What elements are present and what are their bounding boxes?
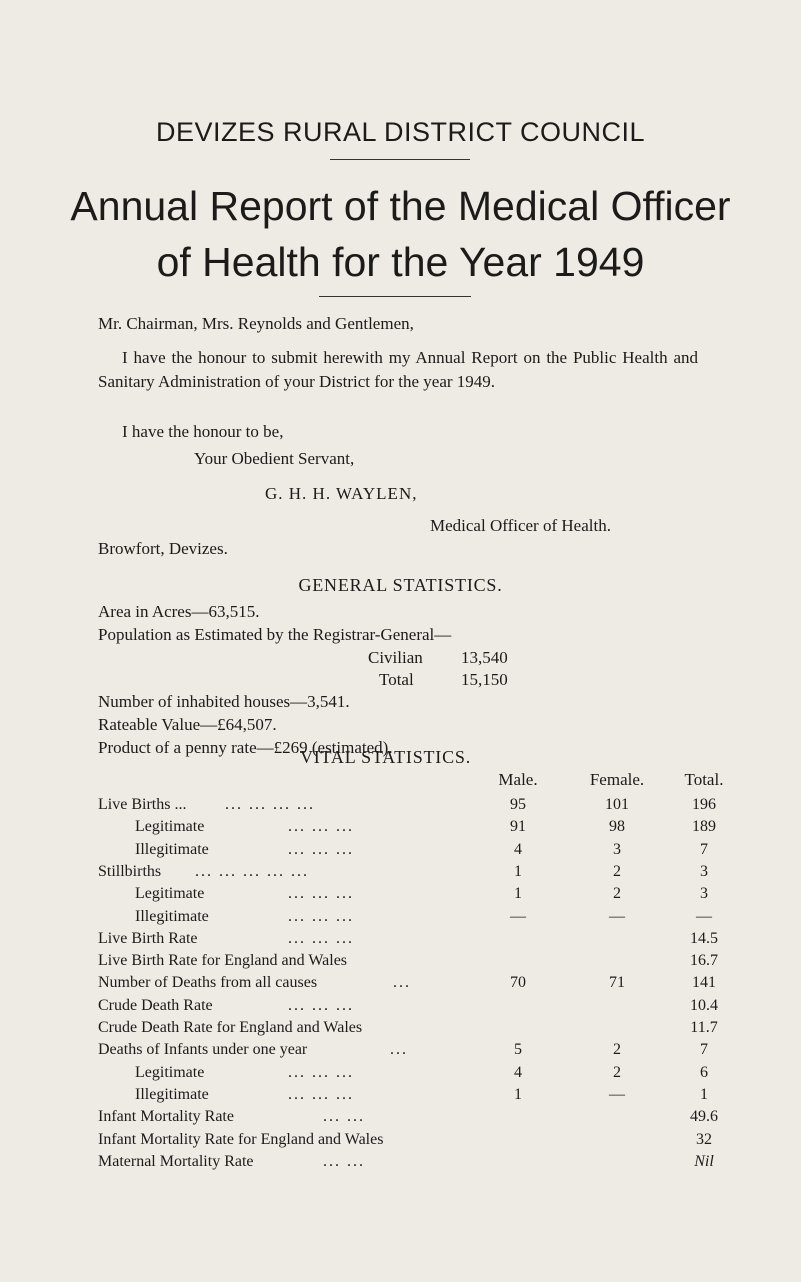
row-label: Legitimate [135,818,205,835]
leader-dots: ... ... ... [288,908,354,925]
cell-male: 4 [514,841,522,858]
row-label: Number of Deaths from all causes [98,974,318,991]
cell-total: 10.4 [690,997,718,1014]
divider-rule [330,159,470,160]
cell-total: 11.7 [690,1019,718,1036]
cell-male: — [510,908,526,925]
cell-male: 1 [514,885,522,902]
letter-body: I have the honour to submit herewith my Annual Report on the Public Health and Sanitary Administration of your District for the year 1949. [98,348,698,391]
total-label: Total [379,670,414,689]
vital-statistics-heading: VITAL STATISTICS. [299,747,472,767]
row-label: Infant Mortality Rate for England and Wales [98,1131,384,1148]
cell-female: 3 [613,841,621,858]
cell-male: 5 [514,1041,522,1058]
cell-total: 32 [696,1131,712,1148]
table-row [98,972,716,993]
area-line: Area in Acres—63,515. [98,602,260,621]
leader-dots: ... ... ... [288,1064,354,1081]
row-label: Illegitimate [135,1086,209,1103]
signature: G. H. H. WAYLEN, [265,484,418,503]
cell-total: 49.6 [690,1108,718,1125]
row-label: Legitimate [135,885,205,902]
officer-title: Medical Officer of Health. [430,516,611,535]
salutation: Mr. Chairman, Mrs. Reynolds and Gentlemen, [98,314,414,333]
leader-dots: ... ... ... ... ... [195,863,309,880]
row-label: Infant Mortality Rate [98,1108,234,1125]
row-label: Live Birth Rate [98,930,198,947]
table-row [98,1106,718,1127]
closing-line: I have the honour to be, [122,422,284,441]
row-label: Crude Death Rate for England and Wales [98,1019,363,1036]
cell-female: — [609,908,625,925]
row-label: Legitimate [135,1064,205,1081]
civilian-value: 13,540 [461,648,508,667]
cell-female: 2 [613,885,621,902]
leader-dots: ... ... [323,1153,365,1170]
cell-male: 4 [514,1064,522,1081]
cell-female: 2 [613,1064,621,1081]
houses-line: Number of inhabited houses—3,541. [98,692,350,711]
row-label: Maternal Mortality Rate [98,1153,254,1170]
leader-dots: ... [390,1041,408,1058]
cell-total: Nil [694,1153,714,1170]
leader-dots: ... ... ... [288,997,354,1014]
population-line: Population as Estimated by the Registrar-General— [98,625,452,644]
divider-rule [319,296,471,297]
cell-total: 7 [700,1041,708,1058]
row-label: Stillbirths [98,863,162,880]
cell-total: 3 [700,863,708,880]
table-row [98,1151,714,1172]
total-value: 15,150 [461,670,508,689]
leader-dots: ... ... ... [288,1086,354,1103]
cell-male: 95 [510,796,526,813]
column-female: Female. [589,770,645,789]
leader-dots: ... [393,974,411,991]
table-row [98,816,716,837]
row-label: Live Births ... [98,796,187,813]
cell-female: 71 [609,974,625,991]
table-row [98,995,718,1016]
leader-dots: ... ... ... [288,885,354,902]
cell-male: 70 [510,974,526,991]
table-row [98,883,708,904]
cell-total: 189 [692,818,716,835]
table-row [98,1062,708,1083]
table-row [98,861,708,882]
cell-total: 141 [692,974,716,991]
column-total: Total. [684,770,724,789]
row-label: Live Birth Rate for England and Wales [98,952,348,969]
table-row [98,839,708,860]
closing-servant: Your Obedient Servant, [194,449,355,468]
cell-total: 7 [700,841,708,858]
penny-rate-line: Product of a penny rate—£269 (estimated). [98,738,393,757]
leader-dots: ... ... [323,1108,365,1125]
report-title-line-2: of Health for the Year 1949 [156,239,645,285]
rateable-line: Rateable Value—£64,507. [98,715,277,734]
table-row [98,1039,708,1060]
cell-total: 6 [700,1064,708,1081]
cell-female: 2 [613,1041,621,1058]
column-male: Male. [498,770,538,789]
cell-female: 2 [613,863,621,880]
cell-male: 91 [510,818,526,835]
address: Browfort, Devizes. [98,539,228,558]
row-label: Illegitimate [135,908,209,925]
table-row [98,906,712,927]
table-row [98,794,716,815]
cell-total: 16.7 [690,952,718,969]
row-label: Deaths of Infants under one year [98,1041,308,1058]
table-row [98,1017,718,1038]
table-row [98,950,718,971]
general-statistics-heading: GENERAL STATISTICS. [298,575,503,595]
council-name: DEVIZES RURAL DISTRICT COUNCIL [155,117,646,147]
civilian-label: Civilian [368,648,423,667]
table-row [98,1084,708,1105]
row-label: Illegitimate [135,841,209,858]
table-row [98,1129,712,1150]
cell-male: 1 [514,863,522,880]
cell-total: 1 [700,1086,708,1103]
leader-dots: ... ... ... [288,930,354,947]
cell-total: — [696,908,712,925]
cell-total: 14.5 [690,930,718,947]
row-label: Crude Death Rate [98,997,213,1014]
cell-female: 98 [609,818,625,835]
report-title-line-1: Annual Report of the Medical Officer [70,183,731,229]
cell-female: — [609,1086,625,1103]
leader-dots: ... ... ... [288,841,354,858]
cell-total: 196 [692,796,716,813]
leader-dots: ... ... ... ... [225,796,315,813]
cell-total: 3 [700,885,708,902]
cell-female: 101 [605,796,629,813]
leader-dots: ... ... ... [288,818,354,835]
table-row [98,928,718,949]
cell-male: 1 [514,1086,522,1103]
